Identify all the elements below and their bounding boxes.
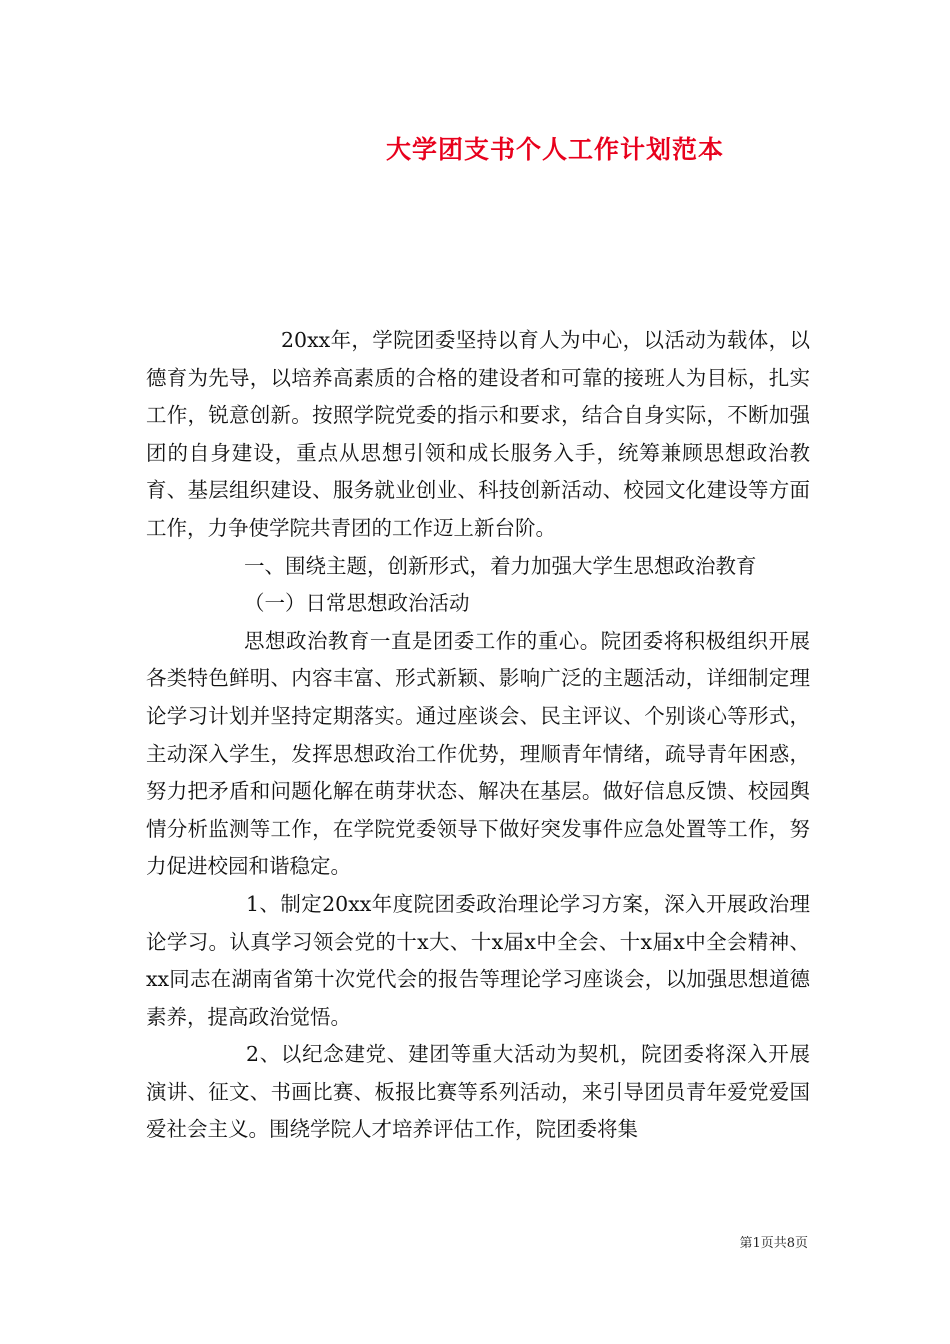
section-heading-1: 一、围绕主题，创新形式，着力加强大学生思想政治教育: [244, 553, 757, 578]
paragraph-item-1: 1、制定20xx年度院团委政治理论学习方案，深入开展政治理论学习。认真学习领会党的十x大、十x届x中全会、十x届x中全会精神、xx同志在湖南省第十次党代会的报告等理论学习座谈会，以加强思想道德素养，提高政治觉悟。: [146, 891, 810, 1029]
document-title: 大学团支书个人工作计划范本: [385, 135, 724, 164]
paragraph-daily-activities: 思想政治教育一直是团委工作的重心。院团委将积极组织开展各类特色鲜明、内容丰富、形式新颖、影响广泛的主题活动，详细制定理论学习计划并坚持定期落实。通过座谈会、民主评议、个别谈心等形式，主动深入学生，发挥思想政治工作优势，理顺青年情绪，疏导青年困惑，努力把矛盾和问题化解在萌芽状态、解决在基层。做好信息反馈、校园舆情分析监测等工作，在学院党委领导下做好突发事件应急处置等工作，努力促进校园和谐稳定。: [146, 628, 810, 879]
paragraph-item-2: 2、以纪念建党、建团等重大活动为契机，院团委将深入开展演讲、征文、书画比赛、板报比赛等系列活动，来引导团员青年爱党爱国爱社会主义。围绕学院人才培养评估工作，院团委将集: [146, 1042, 810, 1142]
page-number: 第1页共8页: [739, 1236, 808, 1251]
subsection-heading-1: （一）日常思想政治活动: [244, 591, 470, 616]
paragraph-intro: 20xx年，学院团委坚持以育人为中心，以活动为载体，以德育为先导，以培养高素质的合格的建设者和可靠的接班人为目标，扎实工作，锐意创新。按照学院党委的指示和要求，结合自身实际，不断加强团的自身建设，重点从思想引领和成长服务入手，统筹兼顾思想政治教育、基层组织建设、服务就业创业、科技创新活动、校园文化建设等方面工作，力争使学院共青团的工作迈上新台阶。: [146, 328, 810, 540]
document-body: [146, 322, 810, 1149]
